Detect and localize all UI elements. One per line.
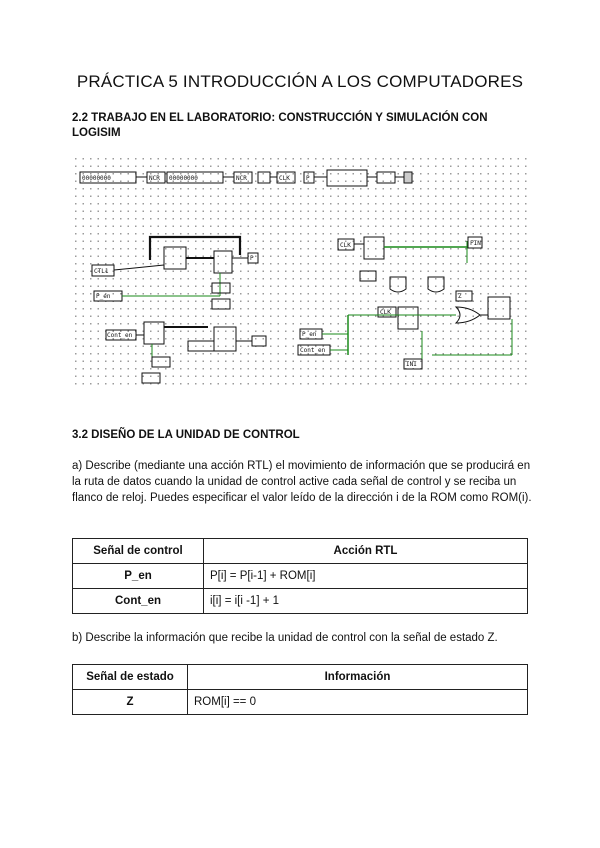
table-header: Información [188, 665, 528, 690]
flipflop-1 [364, 237, 384, 259]
flipflop-3 [488, 297, 510, 319]
and-gate-1 [390, 277, 406, 292]
table-cell-action: i[i] = i[i -1] + 1 [204, 589, 528, 614]
fin-label: FIN [470, 240, 481, 247]
adder [164, 247, 186, 269]
table-header: Señal de estado [73, 665, 188, 690]
tag-b-label: NCR [236, 175, 247, 182]
ini-label: INI [406, 361, 417, 368]
table-row [73, 564, 528, 589]
paragraph-b: b) Describe la información que recibe la unidad de control con la señal de estado Z. [72, 632, 498, 644]
paragraph-a: a) Describe (mediante una acción RTL) el movimiento de información que se producirá en la ruta de datos cuando la unidad de control active cada señal de control y se reciba un flanco de reloj. Puedes especificar el valor leído de la dirección i de la ROM como ROM(i). [72, 460, 532, 504]
cont-en-label: Cont_en [107, 332, 133, 339]
section-heading-3-2: 3.2 DISEÑO DE LA UNIDAD DE CONTROL [72, 429, 300, 441]
cont-en2-label: Cont_en [300, 347, 326, 354]
section-heading-2-2: 2.2 TRABAJO EN EL LABORATORIO: CONSTRUCCIÓN Y SIMULACIÓN CON LOGISIM [72, 112, 488, 139]
tag-c-label: CLK [279, 175, 290, 182]
table-row [73, 589, 528, 614]
register-p [214, 251, 232, 273]
rom [214, 327, 236, 351]
status-signal-table [72, 664, 528, 715]
and-gate-2 [428, 277, 444, 292]
page-title: PRÁCTICA 5 INTRODUCCIÓN A LOS COMPUTADORES [76, 72, 524, 91]
clk3-label: CLK [380, 309, 391, 316]
table-header-row [73, 539, 528, 564]
tag-a-label: NCR [149, 175, 160, 182]
counter [144, 322, 164, 344]
table-header-row [73, 665, 528, 690]
or-gate [456, 307, 480, 323]
ctl1-label: CTL1 [94, 268, 109, 275]
reg2-label: 00000000 [169, 175, 198, 182]
table-header: Señal de control [73, 539, 204, 564]
pen-label: P_en [96, 293, 111, 300]
table-cell-action: P[i] = P[i-1] + ROM[i] [204, 564, 528, 589]
memory-block [327, 170, 367, 186]
tag-p-label: P [306, 175, 310, 182]
logisim-circuit-diagram [72, 155, 532, 390]
clk2-label: CLK [340, 242, 351, 249]
table-cell-signal: Cont_en [73, 589, 204, 614]
table-cell-signal: P_en [73, 564, 204, 589]
p-output-label: P [250, 255, 254, 262]
p-en2-label: P_en [302, 331, 317, 338]
table-cell-info: ROM[i] == 0 [188, 690, 528, 715]
z-label: Z [458, 293, 462, 300]
circuit-svg [72, 155, 532, 390]
table-header: Acción RTL [204, 539, 528, 564]
table-row [73, 690, 528, 715]
reg1-label: 00000000 [82, 175, 111, 182]
control-signal-table [72, 538, 528, 614]
table-cell-signal: Z [73, 690, 188, 715]
flipflop-2 [398, 307, 418, 329]
